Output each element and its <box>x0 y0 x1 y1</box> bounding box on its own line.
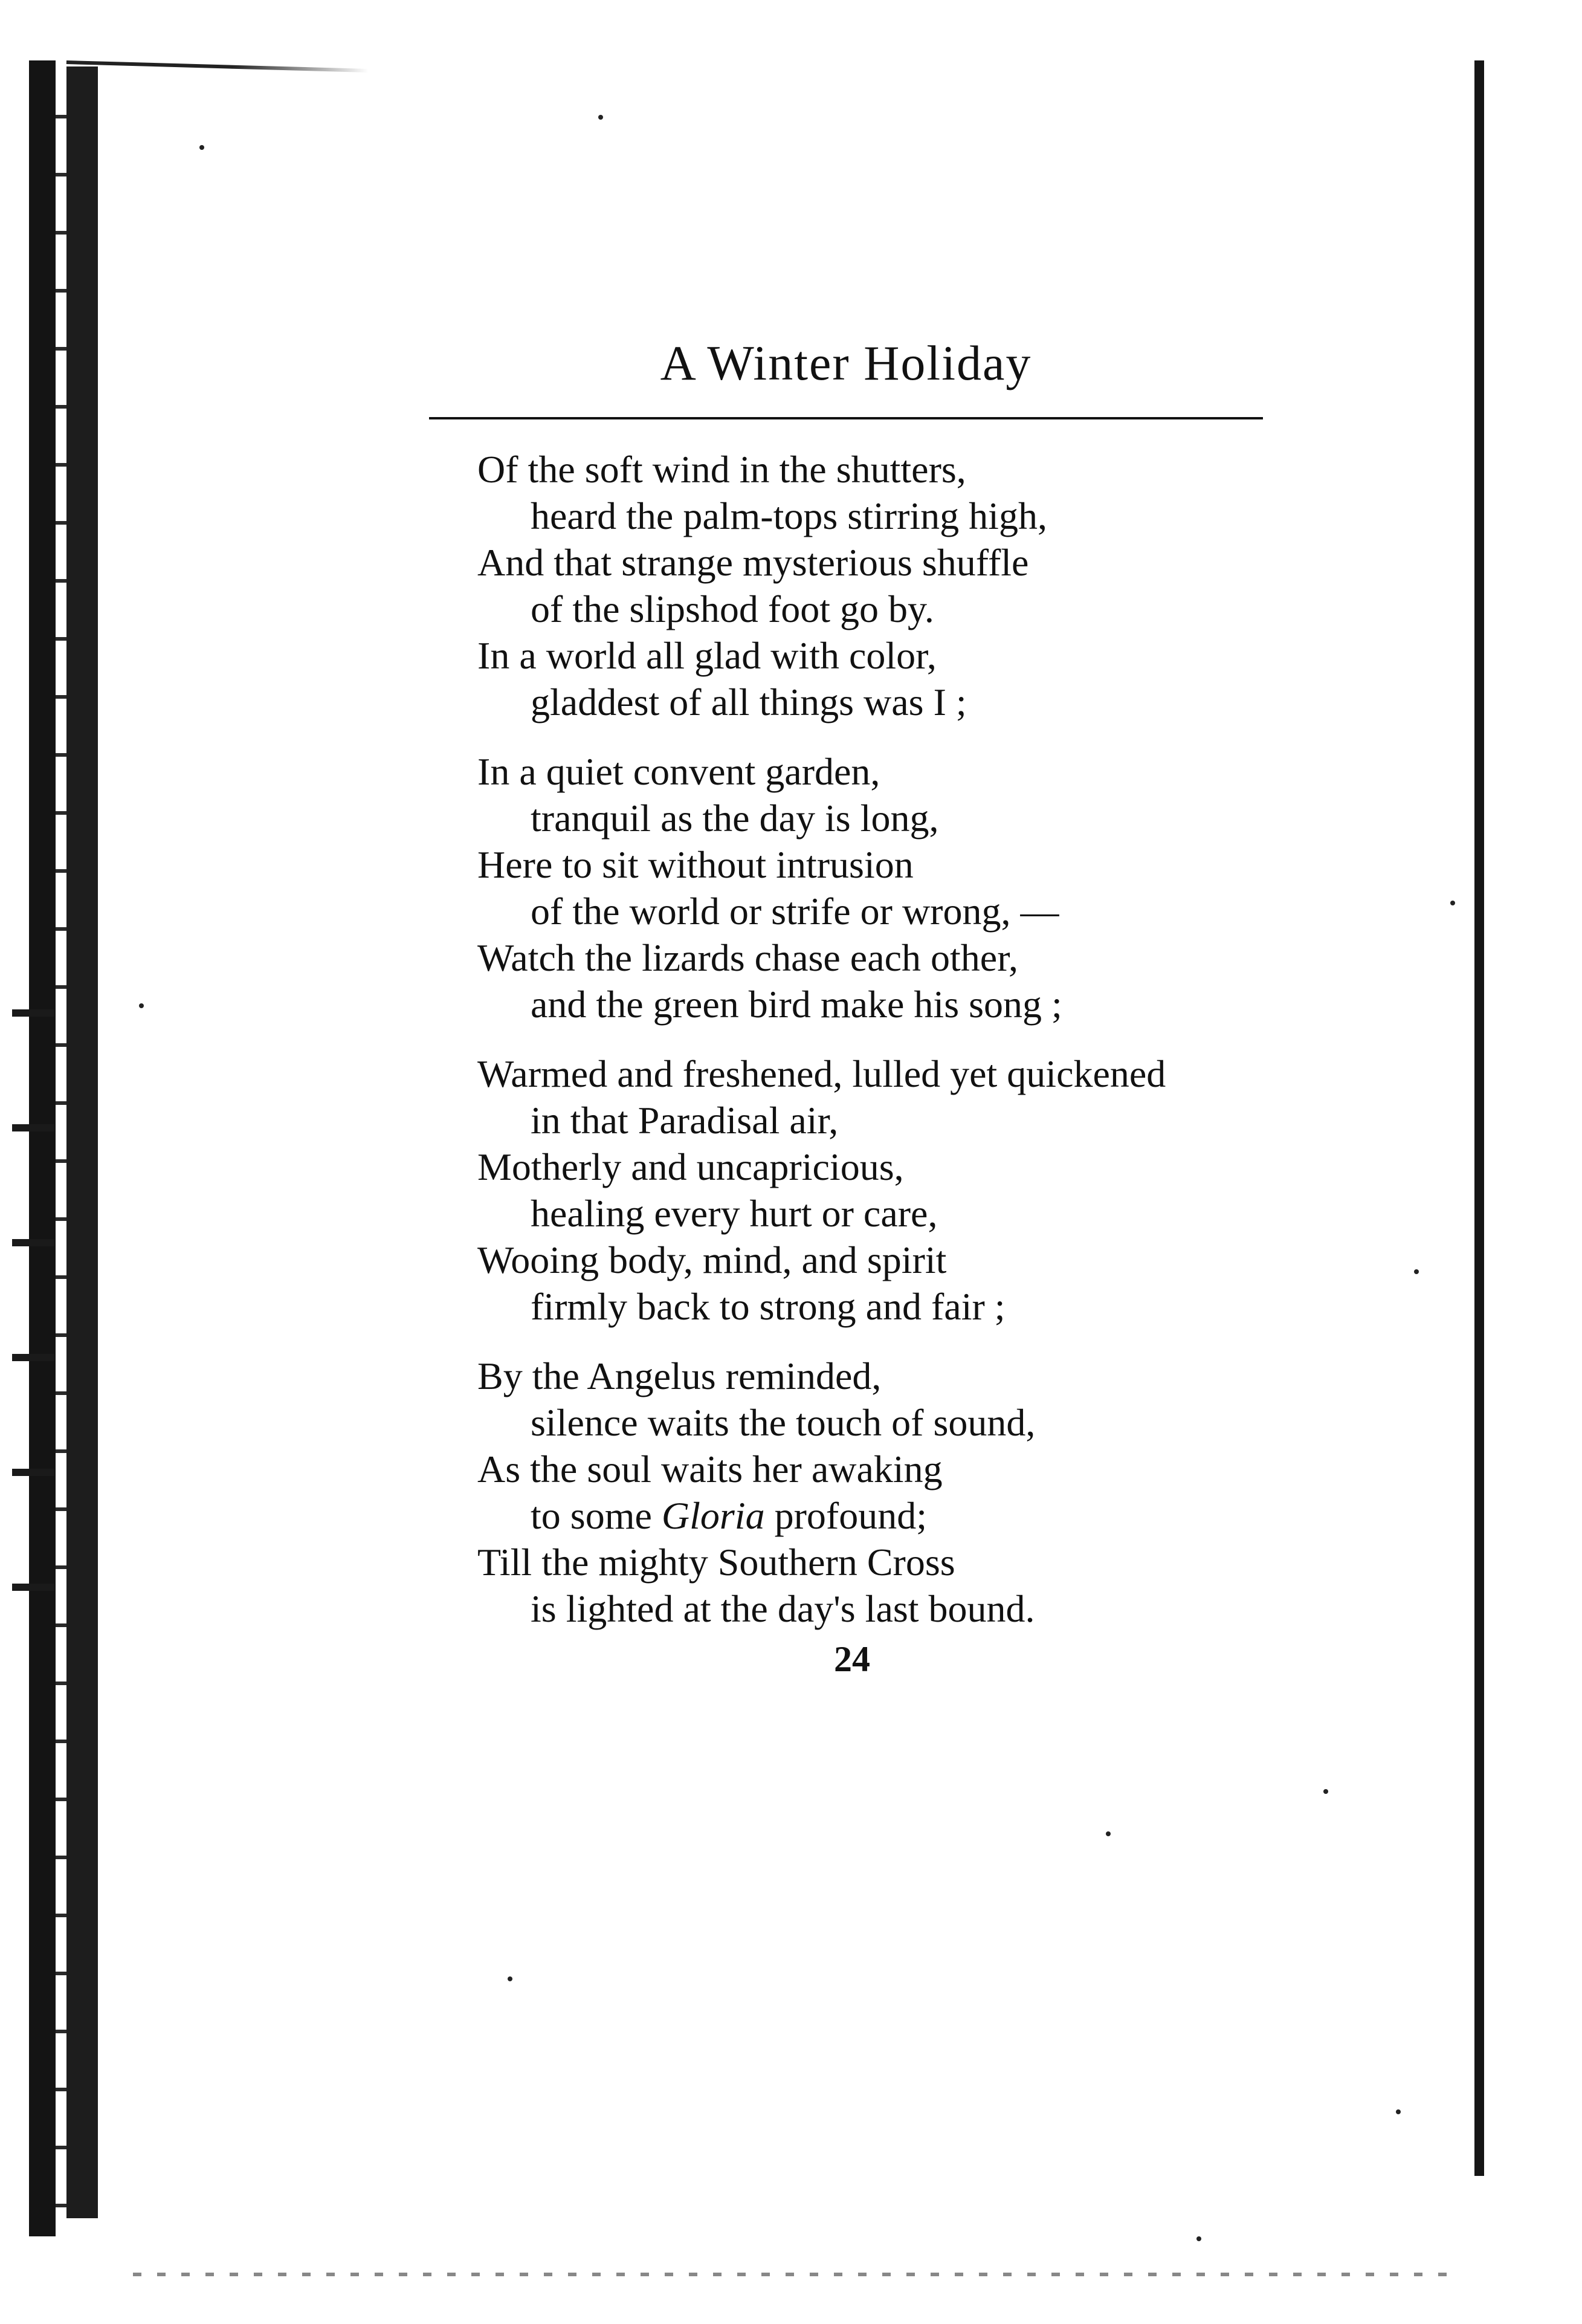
top-scan-edge <box>66 60 369 73</box>
dust-speck <box>1396 2109 1401 2114</box>
poem-line: silence waits the touch of sound, <box>531 1401 1036 1444</box>
stanza-2 <box>477 748 1323 1028</box>
poem-line: firmly back to strong and fair ; <box>531 1285 1006 1328</box>
page-gutter-edge <box>66 66 98 2218</box>
poem-line: Wooing body, mind, and spirit <box>477 1238 947 1281</box>
right-page-edge <box>1474 60 1484 2176</box>
dust-speck <box>1106 1831 1111 1836</box>
spine-marks <box>12 967 54 1632</box>
poem-line: Watch the lizards chase each other, <box>477 936 1018 979</box>
poem-line: of the slipshod foot go by. <box>531 587 934 630</box>
dust-speck <box>1196 2236 1201 2241</box>
poem-line: And that strange mysterious shuffle <box>477 541 1029 584</box>
poem-line: Till the mighty Southern Cross <box>477 1541 955 1584</box>
poem-line: Warmed and freshened, lulled yet quickened <box>477 1052 1166 1095</box>
stanza-3 <box>477 1050 1323 1330</box>
page-title: A Winter Holiday <box>660 335 1032 390</box>
poem-line: Of the soft wind in the shutters, <box>477 448 966 491</box>
stanza-4 <box>477 1353 1323 1632</box>
poem-line: heard the palm-tops stirring high, <box>531 494 1047 537</box>
poem-line: and the green bird make his song ; <box>531 983 1062 1026</box>
poem-line: By the Angelus reminded, <box>477 1355 882 1397</box>
poem-line: Motherly and uncapricious, <box>477 1145 904 1188</box>
poem-line: healing every hurt or care, <box>531 1192 938 1235</box>
poem-line: is lighted at the day's last bound. <box>531 1587 1035 1630</box>
dust-speck <box>1323 1789 1328 1794</box>
poem-line: As the soul waits her awaking <box>477 1448 943 1491</box>
title-rule <box>429 417 1263 419</box>
poem-line: gladdest of all things was I ; <box>531 681 967 723</box>
dust-speck <box>508 1976 512 1981</box>
poem-line: Here to sit without intrusion <box>477 843 914 886</box>
poem-line: in that Paradisal air, <box>531 1099 839 1142</box>
page-number: 24 <box>834 1639 870 1679</box>
poem-line: In a quiet convent garden, <box>477 750 880 793</box>
dust-speck <box>1414 1269 1419 1274</box>
dust-speck <box>598 115 603 120</box>
spine-gutter-texture <box>56 60 66 2236</box>
poem-line: tranquil as the day is long, <box>531 797 939 840</box>
italic-word: Gloria <box>661 1494 765 1537</box>
dust-speck <box>1450 901 1455 905</box>
poem-line: In a world all glad with color, <box>477 634 937 677</box>
poem-body <box>477 446 1323 1655</box>
dust-speck <box>139 1003 144 1008</box>
stanza-1 <box>477 446 1323 725</box>
poem-line: to some Gloria profound; <box>531 1494 927 1537</box>
poem-line: of the world or strife or wrong, — <box>531 890 1059 933</box>
bottom-scan-edge <box>133 2273 1462 2276</box>
dust-speck <box>199 145 204 150</box>
